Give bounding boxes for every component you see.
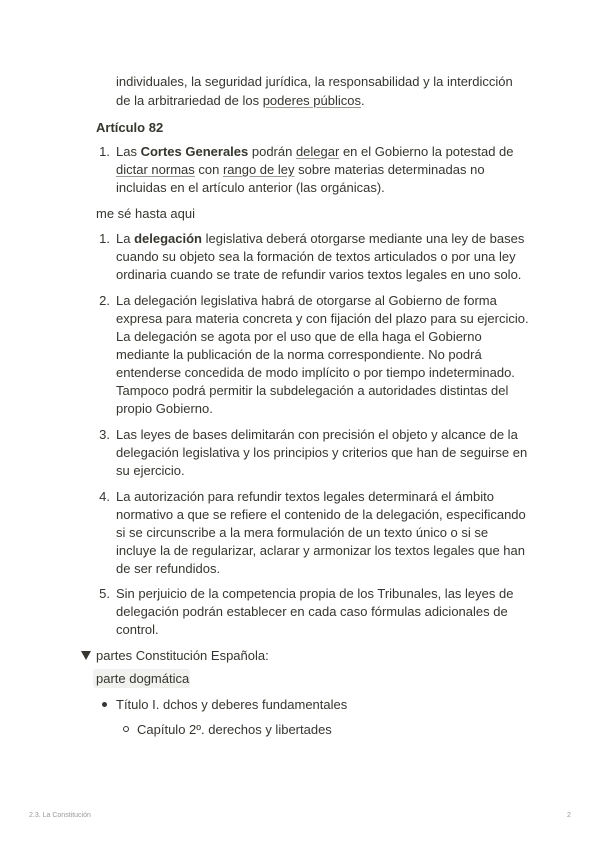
- bullet-item: Título I. dchos y deberes fundamentales: [116, 697, 348, 712]
- list-item-line: La delegación legislativa habrá de otorgarse al Gobierno de forma: [116, 293, 497, 308]
- list-item-line: delegación legislativa y los principios y criterios que han de seguirse en: [116, 445, 528, 460]
- sub-bullet-item: Capítulo 2º. derechos y libertades: [137, 722, 332, 737]
- list-item-line: Tampoco podrá permitir la subdelegación a autoridades distintas del: [116, 383, 509, 398]
- list-item-line: cuando su objeto sea la formación de textos articulados o por una ley: [116, 249, 516, 264]
- list-item-line: mediante la publicación de la norma correspondiente. No podrá: [116, 347, 482, 362]
- list-item-line: control.: [116, 622, 159, 637]
- footer-page-number: 2: [567, 812, 571, 819]
- list-item-line: La delegación legislativa deberá otorgarse mediante una ley de bases: [116, 231, 525, 246]
- list-item-line: expresa para materia concreta y con fijación del plazo para su ejercicio.: [116, 311, 529, 326]
- intro-line-1: individuales, la seguridad jurídica, la responsabilidad y la interdicción: [116, 74, 513, 89]
- list-item-number: 3.: [99, 427, 110, 442]
- list-item-number: 4.: [99, 489, 110, 504]
- list-item-line: incluye la de regularizar, aclarar y armonizar los textos legales que han: [116, 543, 525, 558]
- list-item-number: 5.: [99, 586, 110, 601]
- intro-line-2: de la arbitrariedad de los poderes públicos.: [116, 93, 365, 108]
- list-item-line: su ejercicio.: [116, 463, 185, 478]
- list-item-number: 2.: [99, 293, 110, 308]
- article-item-number: 1.: [99, 144, 110, 159]
- article-item-line-1: Las Cortes Generales podrán delegar en el Gobierno la potestad de: [116, 144, 514, 159]
- list-item-line: entenderse concedida de modo implícito o por tiempo indeterminado.: [116, 365, 515, 380]
- list-item-line: normativo a que se refiere el contenido de la delegación, especificando: [116, 507, 526, 522]
- list-item-line: Sin perjuicio de la competencia propia de los Tribunales, las leyes de: [116, 586, 514, 601]
- dictar-normas-link[interactable]: dictar normas: [116, 162, 195, 177]
- list-item-number: 1.: [99, 231, 110, 246]
- list-item-line: si se circunscribe a la mera formulación de un texto único o si se: [116, 525, 489, 540]
- list-item-line: La delegación se agota por el uso que de ella haga el Gobierno: [116, 329, 482, 344]
- list-item-line: propio Gobierno.: [116, 401, 213, 416]
- highlighted-text: parte dogmática: [96, 671, 190, 686]
- list-item-line: ordinaria cuando se trate de refundir varios textos legales en uno solo.: [116, 267, 522, 282]
- article-item-line-3: incluidas en el artículo anterior (las orgánicas).: [116, 180, 385, 195]
- delegar-link[interactable]: delegar: [295, 144, 340, 159]
- article-item-line-2: dictar normas con rango de ley sobre materias determinadas no: [116, 162, 485, 177]
- note-text: me sé hasta aqui: [96, 206, 196, 221]
- footer-title: 2.3. La Constitución: [29, 812, 91, 819]
- list-item-line: La autorización para refundir textos legales determinará el ámbito: [116, 489, 494, 504]
- poderes-publicos-link[interactable]: poderes públicos: [262, 93, 361, 108]
- list-item-line: delegación podrán establecer en cada caso fórmulas adicionales de: [116, 604, 508, 619]
- toggle-triangle-icon[interactable]: [81, 651, 91, 660]
- bullet-circle-icon: [123, 726, 129, 732]
- toggle-label[interactable]: partes Constitución Española:: [96, 648, 269, 663]
- article-heading: Artículo 82: [96, 120, 164, 135]
- bullet-dot-icon: [102, 702, 107, 707]
- list-item-line: de ser refundidos.: [116, 561, 221, 576]
- rango-de-ley-link[interactable]: rango de ley: [222, 162, 295, 177]
- list-item-line: Las leyes de bases delimitarán con precisión el objeto y alcance de la: [116, 427, 518, 442]
